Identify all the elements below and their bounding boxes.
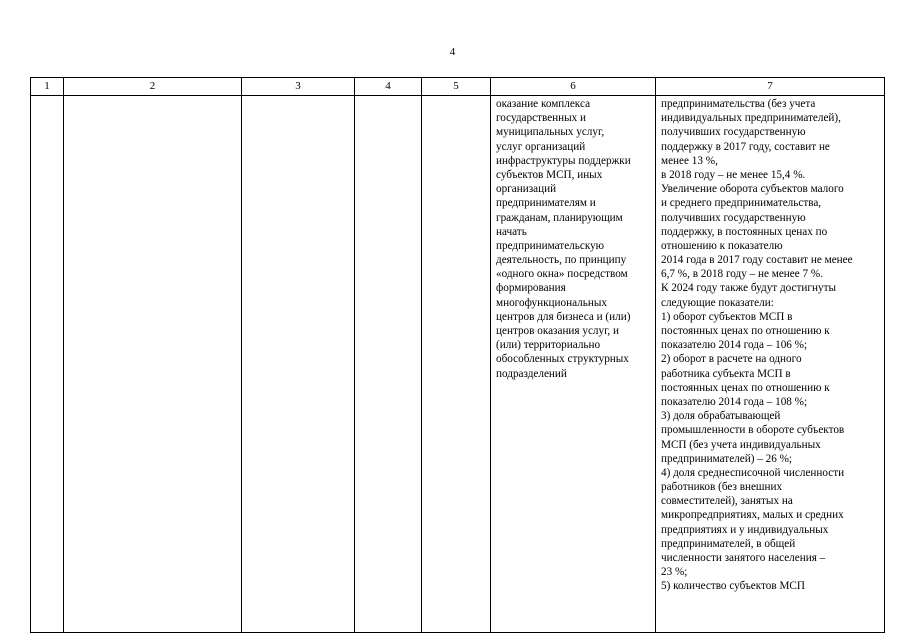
cell-text-line: работников (без внешних — [661, 481, 783, 494]
cell-text-line: 3) доля обрабатывающей — [661, 410, 781, 423]
cell-text-line: промышленности в обороте субъектов — [661, 424, 845, 437]
cell-text-line: многофункциональных — [496, 296, 607, 309]
cell-col-2 — [64, 96, 242, 633]
cell-text-line: оказание комплекса — [496, 98, 591, 110]
cell-text-line: предпринимательства (без учета — [661, 98, 816, 110]
cell-text-line: предпринимательскую — [496, 239, 605, 252]
column-header-6: 6 — [491, 78, 656, 96]
cell-text-line: обособленных структурных — [496, 353, 629, 366]
cell-text-line: начать — [496, 225, 527, 238]
cell-text-line: постоянных ценах по отношению к — [661, 381, 830, 394]
cell-text-line: К 2024 году также будут достигнуты — [661, 282, 836, 295]
cell-col-5 — [422, 96, 491, 633]
cell-text-line: и среднего предпринимательства, — [661, 197, 822, 210]
cell-text-line: предпринимателей, в общей — [661, 537, 796, 550]
cell-text-line: 2) оборот в расчете на одного — [661, 353, 802, 366]
cell-text-line: организаций — [496, 183, 557, 196]
cell-col-4 — [355, 96, 422, 633]
cell-text-line: предпринимателей) – 26 %; — [661, 452, 793, 465]
cell-col-6 — [491, 96, 656, 633]
cell-text-line: «одного окна» посредством — [496, 268, 628, 281]
table-row — [31, 96, 885, 633]
cell-text-line: 6,7 %, в 2018 году – не менее 7 %. — [661, 268, 824, 281]
cell-text-line: численности занятого населения – — [661, 552, 826, 564]
cell-text-line: показателю 2014 года – 108 %; — [661, 395, 808, 408]
cell-text-line: центров для бизнеса и (или) — [496, 310, 631, 323]
cell-text-line: 5) количество субъектов МСП — [661, 580, 805, 593]
cell-text-line: предпринимателям и — [496, 197, 596, 210]
cell-text-line: услуг организаций — [496, 140, 586, 153]
cell-text-line: муниципальных услуг, — [496, 126, 605, 139]
cell-text-line: постоянных ценах по отношению к — [661, 325, 830, 337]
col6-text — [491, 96, 655, 381]
cell-text-line: следующие показатели: — [661, 296, 774, 309]
cell-text-line: подразделений — [496, 367, 567, 380]
col7-text — [656, 96, 884, 594]
cell-text-line: менее 13 %, — [661, 154, 718, 167]
cell-text-line: гражданам, планирующим — [496, 211, 623, 224]
cell-col-1 — [31, 96, 64, 633]
cell-text-line: 1) оборот субъектов МСП в — [661, 310, 793, 323]
table-header-row — [31, 78, 885, 96]
cell-text-line: Увеличение оборота субъектов малого — [661, 183, 844, 196]
cell-text-line: показателю 2014 года – 106 %; — [661, 339, 808, 352]
cell-text-line: микропредприятиях, малых и средних — [661, 509, 844, 522]
column-header-5: 5 — [422, 78, 491, 96]
cell-text-line: формирования — [496, 282, 566, 295]
column-header-4: 4 — [355, 78, 422, 96]
program-table — [30, 77, 885, 633]
cell-col-7 — [656, 96, 885, 633]
column-header-7: 7 — [656, 78, 885, 96]
cell-text-line: поддержку в 2017 году, составит не — [661, 140, 830, 153]
cell-text-line: поддержку, в постоянных ценах по — [661, 225, 828, 238]
cell-text-line: субъектов МСП, иных — [496, 168, 603, 181]
cell-text-line: получивших государственную — [661, 211, 806, 224]
column-header-3: 3 — [242, 78, 355, 96]
cell-text-line: работника субъекта МСП в — [661, 367, 791, 380]
cell-text-line: центров оказания услуг, и — [496, 325, 620, 337]
cell-text-line: деятельность, по принципу — [496, 254, 627, 267]
cell-text-line: 23 %; — [661, 566, 688, 579]
cell-text-line: государственных и — [496, 112, 587, 125]
cell-text-line: в 2018 году – не менее 15,4 %. — [661, 168, 806, 181]
cell-text-line: совместителей), занятых на — [661, 495, 793, 508]
cell-text-line: МСП (без учета индивидуальных — [661, 438, 821, 451]
cell-text-line: получивших государственную — [661, 126, 806, 139]
column-header-2: 2 — [64, 78, 242, 96]
cell-text-line: предприятиях и у индивидуальных — [661, 523, 829, 536]
column-header-1: 1 — [31, 78, 64, 96]
cell-col-3 — [242, 96, 355, 633]
cell-text-line: 4) доля среднесписочной численности — [661, 466, 845, 479]
cell-text-line: (или) территориально — [496, 339, 601, 352]
cell-text-line: индивидуальных предпринимателей), — [661, 112, 841, 125]
cell-text-line: 2014 года в 2017 году составит не менее — [661, 254, 853, 267]
page-number: 4 — [449, 46, 456, 58]
cell-text-line: отношению к показателю — [661, 239, 783, 252]
cell-text-line: инфраструктуры поддержки — [496, 154, 631, 167]
